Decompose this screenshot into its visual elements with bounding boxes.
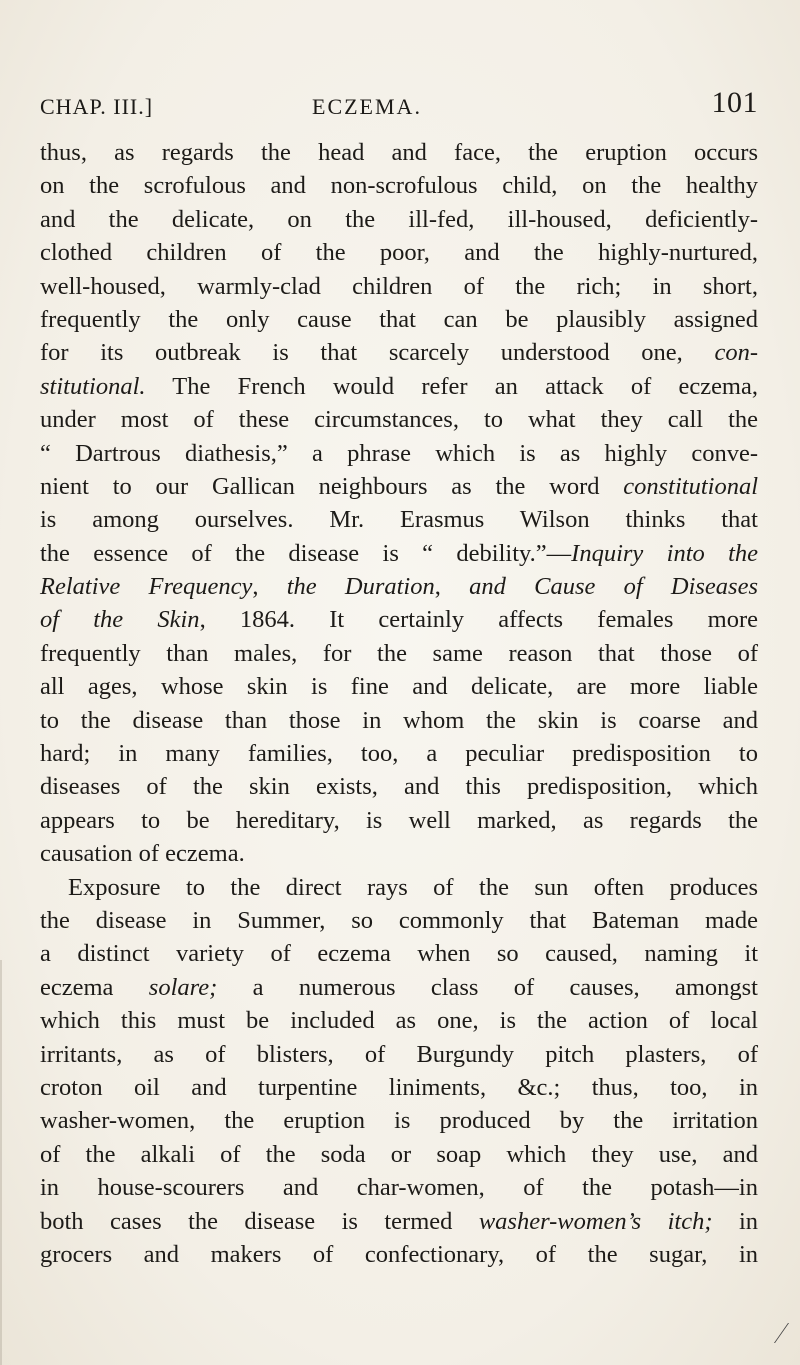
chapter-title: ECZEMA. (312, 94, 422, 119)
italic-text: con- (714, 339, 758, 367)
text-segment: “ Dartrous diathesis,” a phrase which is as highly conve- (40, 439, 758, 467)
text-line (40, 1205, 758, 1238)
text-line (40, 637, 758, 670)
text-segment: hard; in many families, too, a peculiar predisposition to (40, 740, 758, 768)
text-line (40, 1038, 758, 1071)
text-segment: under most of these circumstances, to what they call the (40, 406, 758, 434)
text-line (40, 1138, 758, 1171)
text-segment: washer-women, the eruption is produced by the irritation (40, 1107, 758, 1135)
text-line (40, 370, 758, 403)
text-line (40, 470, 758, 503)
text-line (40, 670, 758, 703)
italic-text: and Cause of Diseases (469, 573, 758, 601)
italic-text: stitutional. (40, 372, 146, 400)
text-segment: a numerous class of causes, amongst (217, 973, 758, 1001)
text-line (40, 1238, 758, 1271)
italic-text: constitutional (623, 472, 758, 500)
chapter-label: CHAP. III.] (40, 94, 154, 119)
text-line (40, 770, 758, 803)
text-line (40, 737, 758, 770)
text-line (40, 804, 758, 837)
text-segment: is among ourselves. Mr. Erasmus Wilson thinks that (40, 506, 758, 534)
text-segment: frequently than males, for the same reason that those of (40, 639, 758, 667)
text-line (40, 270, 758, 303)
text-line (40, 437, 758, 470)
text-line (40, 704, 758, 737)
italic-text: Inquiry into the (571, 539, 759, 567)
italic-text: solare; (148, 973, 218, 1001)
page-edge-shadow (0, 960, 2, 1365)
page-number: 101 (711, 86, 758, 119)
text-segment: croton oil and turpentine liniments, &c.; thus, too, in (40, 1073, 758, 1101)
text-line (40, 303, 758, 336)
text-line (40, 136, 758, 169)
text-segment: on the scrofulous and non-scrofulous child, on the healthy (40, 172, 758, 200)
text-line (40, 837, 758, 870)
text-line (40, 537, 758, 570)
text-line (40, 1171, 758, 1204)
text-segment: in house-scourers and char-women, of the potash—in (40, 1174, 758, 1202)
text-segment: in (712, 1207, 759, 1235)
text-line (40, 203, 758, 236)
text-line (40, 169, 758, 202)
text-segment: well-housed, warmly-clad children of the rich; in short, (40, 272, 758, 300)
italic-text: the Duration (286, 573, 435, 601)
text-segment: irritants, as of blisters, of Burgundy pitch plasters, of (40, 1040, 758, 1068)
text-segment: thus, as regards the head and face, the eruption occurs (40, 139, 758, 166)
text-line (40, 1071, 758, 1104)
text-segment: clothed children of the poor, and the highly-nurtured, (40, 239, 758, 267)
text-line (40, 1104, 758, 1137)
text-segment: and the delicate, on the ill-fed, ill-housed, deficiently- (40, 205, 758, 233)
text-line (40, 236, 758, 269)
text-line (40, 403, 758, 436)
corner-pencil-mark (760, 1323, 789, 1343)
text-segment: , (434, 573, 470, 601)
text-line (40, 603, 758, 636)
text-segment: nient to our Gallican neighbours as the word (40, 472, 624, 500)
running-head (40, 86, 758, 126)
italic-text: of the Skin (40, 606, 200, 634)
text-line (40, 904, 758, 937)
text-segment: a distinct variety of eczema when so caused, naming it (40, 940, 758, 968)
text-segment: both cases the disease is termed (40, 1207, 479, 1235)
text-line (40, 336, 758, 369)
text-segment: diseases of the skin exists, and this predisposition, which (40, 773, 758, 801)
text-segment: which this must be included as one, is the action of local (40, 1007, 758, 1035)
text-segment: for its outbreak is that scarcely understood one, (40, 339, 715, 367)
text-segment: eczema (40, 973, 149, 1001)
text-line (40, 971, 758, 1004)
text-segment: , (252, 573, 287, 601)
text-line (40, 871, 758, 904)
text-segment: frequently the only cause that can be plausibly assigned (40, 305, 758, 333)
text-segment: appears to be hereditary, is well marked, as regards the (40, 806, 758, 834)
text-line (40, 570, 758, 603)
text-segment: grocers and makers of confectionary, of the sugar, in (40, 1240, 758, 1268)
text-segment: of the alkali of the soda or soap which they use, and (40, 1140, 758, 1168)
text-segment: the essence of the disease is “ debility.”— (40, 539, 572, 567)
text-segment: to the disease than those in whom the skin is coarse and (40, 706, 758, 734)
text-line (40, 1004, 758, 1037)
text-segment: The French would refer an attack of eczema, (145, 372, 758, 400)
text-segment: , 1864. It certainly affects females more (199, 606, 758, 634)
text-segment: Exposure to the direct rays of the sun often produces (68, 873, 758, 901)
text-segment: the disease in Summer, so commonly that Bateman made (40, 906, 758, 934)
text-segment: all ages, whose skin is fine and delicate, are more liable (40, 673, 758, 701)
text-line (40, 937, 758, 970)
text-segment: causation of eczema. (40, 840, 245, 868)
italic-text: Relative Frequency (40, 573, 253, 601)
italic-text: washer-women’s itch; (478, 1207, 713, 1235)
body-text (40, 136, 758, 1271)
text-line (40, 503, 758, 536)
